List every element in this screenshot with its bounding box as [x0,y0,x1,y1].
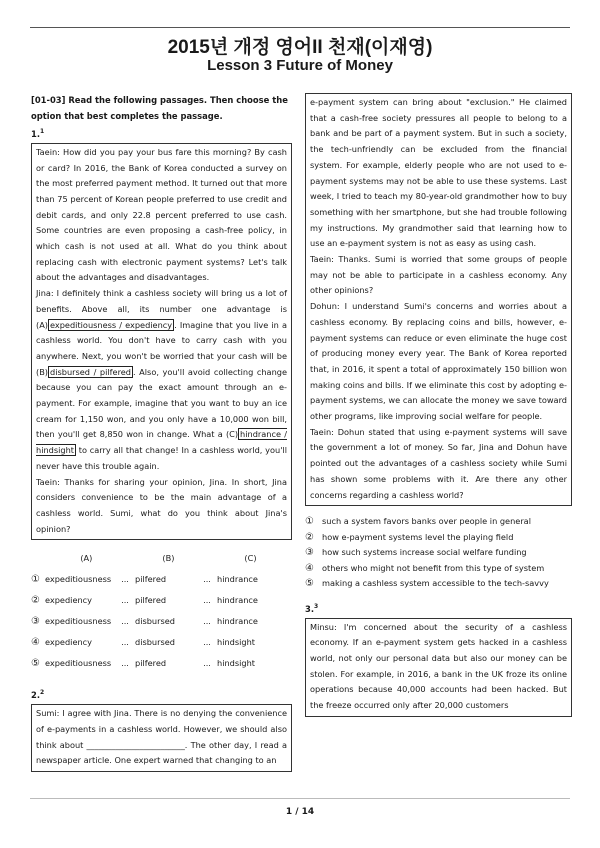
column-c-header: (C) [244,553,257,564]
passage-paragraph: Minsu: I'm concerned about the security of a cashless economy. If an e-payment system gets hacked in a cashless world, not only our personal data but also our money can be stolen. For example, in 2016, a bank in the UK froze its online operations because 40,000 accounts had been hacked. But the freeze occurred only after 20,000 customers [310,621,567,711]
question-2-number: 2.$^2$ [31,689,45,701]
right-column [305,93,572,717]
blank-c-box: hindrance / hindsight [36,429,287,456]
question-1-passage [31,143,292,541]
choice-4[interactable]: ④ others who might not benefit from this type of system [305,562,545,574]
passage-paragraph: e-payment system can bring about "exclusion." He claimed that a cash-free society pressures all people to belong to a bank and be part of a payment system. But in such a society, the tech-unfriendly can be excluded from the financial system. For example, elderly people who are not used to e-payment systems may not be able to use these systems. Last week, I tried to teach my 80-year-old grandmother how to buy something with her smartphone, but she had trouble following my instructions. My grandmother said that learning how to use an e-payment system is not as easy as using cash. [310,97,567,249]
option-row-2[interactable]: ② expediency ... pilfered ... hindrance [31,595,258,607]
lesson-subtitle: Lesson 3 Future of Money [207,57,393,74]
passage-paragraph: Jina: I definitely think a cashless society will bring us a lot of benefits. Above all, its number one advantage is (A) expeditiousness / expediency . Imagine that you live in a cashless world. You don't have to carry cash with you anywhere. Next, you won't be worried that your cash will be (B) disbursed / pilfered . Also, you'll avoid collecting change because you can pay the exact amount through an e-payment. For example, imagine that you want to buy an ice cream for 1,150 won, and you only have a 10,000 won bill, then you'll get 8,850 won in change. What a (C) hindrance / hindsight to carry all that change! In a cashless world, you'll never have this trouble again. [36,288,287,471]
footer-rule [30,798,570,799]
passage-paragraph: Sumi: I agree with Jina. There is no denying the convenience of e-payments in a cashless world. However, we should also think about ________________________. The other day, I read a newspaper article. One expert warned that changing to an [36,708,287,766]
option-row-3[interactable]: ③ expeditiousness ... disbursed ... hindrance [31,616,258,628]
blank-a-box: expeditiousness / expediency [50,319,173,330]
instructions: [01-03] Read the following passages. Then choose the option that best completes the passage. [31,95,288,121]
passage-paragraph: Taein: Thanks. Sumi is worried that some groups of people may not be able to participate in a cashless economy. Any other opinions? [310,254,567,296]
top-rule [30,27,570,28]
choice-5[interactable]: ⑤ making a cashless system accessible to the tech-savvy [305,578,549,590]
passage-paragraph: Taein: Thanks for sharing your opinion, Jina. In short, Jina considers convenience to be the main advantage of a cashless world. Sumi, what do you think about Jina's opinion? [36,476,287,534]
passage-paragraph: Dohun: I understand Sumi's concerns and worries about a cashless economy. By replacing coins and bills, however, e-payment systems can reduce or even eliminate the huge cost of producing money every year. The Bank of Korea reported that, in 2016, it spent a total of approximately 150 billion won making coins and bills. If we eliminate this cost by adopting e-payment systems, we can allocate the money we save toward other programs, like improving social welfare for people. [310,301,567,422]
passage-paragraph: Taein: How did you pay your bus fare this morning? By cash or card? In 2016, the Bank of Korea conducted a survey on the most preferred payment method. It turned out that more than 75 percent of Korean people preferred to use credit and debit cards, and only 22.8 percent preferred to use cash. Some countries are even proposing a cash-free policy, in which cash is not used at all. What do you think about replacing cash with electronic payment systems? Let's talk about the advantages and disadvantages. [36,146,287,283]
blank-b-box: disbursed / pilfered [50,366,131,377]
option-row-4[interactable]: ④ expediency ... disbursed ... hindsight [31,637,255,649]
question-1-number: 1.$^1$ [31,128,45,139]
choice-3[interactable]: ③ how such systems increase social welfare funding [305,547,527,559]
question-2-passage [31,704,292,772]
option-row-5[interactable]: ⑤ expeditiousness ... pilfered ... hindsight [31,658,255,670]
page-number: 1 / 14 [285,807,315,817]
passage-paragraph: Taein: Dohun stated that using e-payment systems will save the government a lot of money. So far, Jina and Dohun have pointed out the advantages of a cashless society while Sumi has shown some problems with it. Are there any other concerns regarding a cashless world? [310,426,567,500]
option-row-1[interactable]: ① expeditiousness ... pilfered ... hindrance [31,574,258,586]
document-title: 2015년 개정 영어II 천재(이재영) [167,37,433,58]
answer-options-table [31,548,292,674]
question-2-choices [305,514,572,592]
question-2-passage-continued [305,93,572,506]
choice-2[interactable]: ② how e-payment systems level the playing field [305,531,514,543]
options-header [31,548,292,569]
column-a-header: (A) [80,553,93,564]
column-b-header: (B) [162,553,175,564]
question-3-passage [305,618,572,717]
left-column [31,93,292,772]
choice-1[interactable]: ① such a system favors banks over people in general [305,516,531,528]
question-3-number: 3.$^3$ [305,602,319,614]
